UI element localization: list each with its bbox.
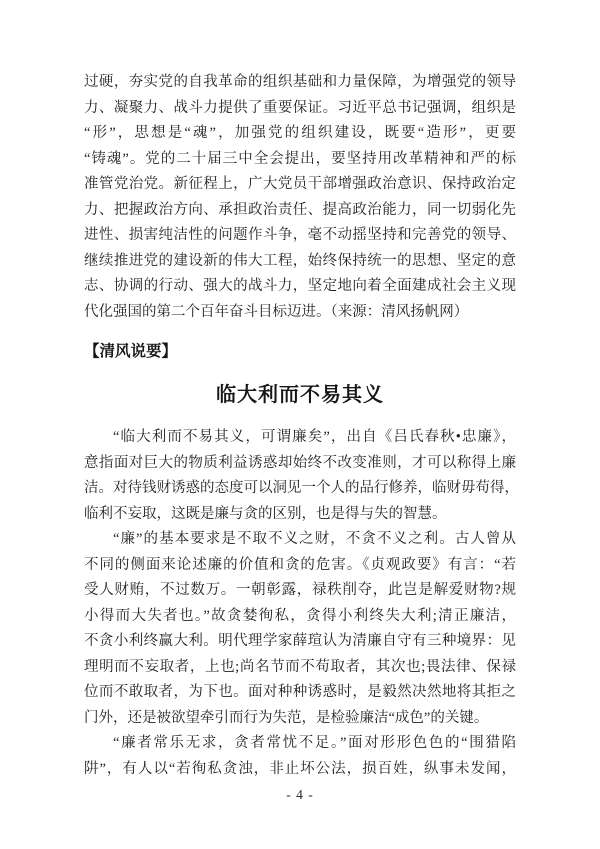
- text-line: 临利不妄取，这既是廉与贪的区别，也是得与失的智慧。: [84, 505, 447, 522]
- article-title: 临大利而不易其义: [216, 384, 384, 406]
- text-line: 洁。对待钱财诱惑的态度可以洞见一个人的品行修养，临财毋苟得，: [84, 480, 519, 496]
- text-line: 不贪小利终赢大利。明代理学家薛瑄认为清廉自守有三种境界：见: [84, 633, 516, 649]
- paragraph-continuation: [84, 70, 516, 325]
- text-line: 理明而不妄取者，上也;尚名节而不苟取者，其次也;畏法律、保禄: [84, 658, 516, 675]
- text-line: 志、协调的行动、强大的战斗力，坚定地向着全面建成社会主义现: [84, 278, 516, 294]
- article-paragraph-2: [84, 527, 516, 731]
- text-line: “廉者常乐无求，贪者常忧不足。”面对形形色色的“围猎陷: [113, 735, 516, 751]
- section-label: 【清风说要】: [84, 343, 178, 360]
- text-line: 继续推进党的建设新的伟大工程，始终保持统一的思想、坚定的意: [84, 252, 516, 269]
- text-line: 意指面对巨大的物质利益诱惑却始终不改变准则，才可以称得上廉: [84, 454, 516, 471]
- text-line: 门外，还是被欲望牵引而行为失范，是检验廉洁“成色”的关键。: [84, 709, 489, 726]
- article-paragraph-1: [84, 425, 519, 527]
- text-line: 准管党治党。新征程上，广大党员干部增强政治意识、保持政治定: [84, 176, 516, 192]
- page-number: - 4 -: [286, 787, 314, 802]
- text-line: 不同的侧面来论述廉的价值和贪的危害。《贞观政要》有言：“若: [84, 556, 516, 573]
- text-line: 阱”，有人以“若徇私贪浊，非止坏公法，损百姓，纵事未发闻，: [84, 760, 516, 777]
- text-line: 代化强国的第二个百年奋斗目标迈进。（来源：清风扬帆网）: [84, 303, 469, 320]
- text-line: 过硬，夯实党的自我革命的组织基础和力量保障，为增强党的领导: [84, 74, 516, 90]
- text-line: 受人财贿，不过数万。一朝彰露，禄秩削夺，此岂是解爱财物?规: [84, 582, 516, 598]
- text-line: “形”，思想是“魂”，加强党的组织建设，既要“造形”，更要: [84, 125, 516, 141]
- text-line: “铸魂”。党的二十届三中全会提出，要坚持用改革精神和严的标: [84, 150, 516, 167]
- text-line: 位而不敢取者，为下也。面对种种诱惑时，是毅然决然地将其拒之: [84, 684, 516, 700]
- text-line: “廉”的基本要求是不取不义之财，不贪不义之利。古人曾从: [113, 531, 516, 547]
- text-line: 力、把握政治方向、承担政治责任、提高政治能力，同一切弱化先: [84, 201, 516, 218]
- text-line: “临大利而不易其义，可谓廉矣”，出自《吕氏春秋•忠廉》，: [113, 429, 516, 445]
- text-line: 进性、损害纯洁性的问题作斗争，毫不动摇坚持和完善党的领导、: [84, 227, 516, 243]
- text-line: 小得而大失者也。”故贪婪徇私，贪得小利终失大利;清正廉洁，: [84, 607, 516, 624]
- article-paragraph-3: [84, 731, 516, 782]
- text-line: 力、凝聚力、战斗力提供了重要保证。习近平总书记强调，组织是: [84, 99, 516, 116]
